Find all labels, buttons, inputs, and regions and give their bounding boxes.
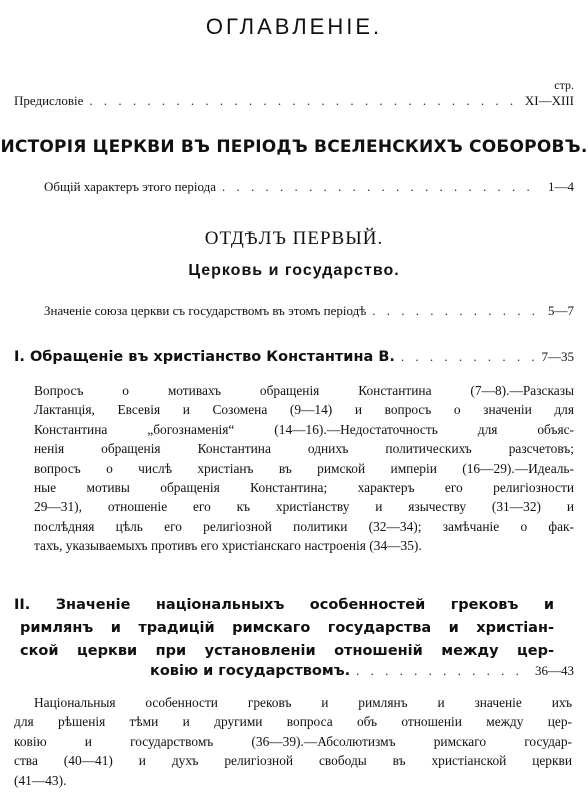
section-heading-line: ковію и государствомъ. — [150, 663, 351, 679]
toc-entry-section-2[interactable] — [14, 594, 554, 663]
toc-entry-label: Значеніе союза церкви съ государствомъ въ этомъ періодѣ — [44, 303, 367, 318]
toc-entry-section-1[interactable] — [14, 349, 574, 365]
toc-entry-section-2-last[interactable] — [150, 663, 574, 679]
section-heading-line: римлянъ и традицій римскаго государства и христіан- — [20, 620, 554, 636]
summary-line: для рѣшенія тѣми и другими вопроса объ отношеніи между цер- — [14, 714, 572, 730]
summary-line: 29—31), отношеніе его къ христіанству и язычеству (31—32) и — [34, 499, 574, 515]
toc-entry-preface[interactable] — [14, 93, 574, 109]
toc-entry-pages: 1—4 — [548, 179, 574, 194]
summary-line: вопросъ о числѣ христіанъ въ римской имперіи (16—29).—Идеаль- — [34, 460, 574, 476]
summary-line: Вопросъ о мотивахъ обращенія Константина (7—8).—Разсказы — [34, 383, 574, 398]
part-title: ИСТОРІЯ ЦЕРКВИ ВЪ ПЕРІОДЪ ВСЕЛЕНСКИХЪ СОБОРОВЪ. — [0, 137, 588, 157]
section-heading-line: II. Значеніе національныхъ особенностей грековъ и — [14, 597, 554, 613]
toc-entry-union[interactable] — [44, 303, 574, 319]
summary-line: ные мотивы обращенія Константина; характеръ его религіозности — [34, 480, 574, 496]
summary-line: Національныя особенности грековъ и римлянъ и значеніе ихъ — [34, 695, 572, 710]
page-title: ОГЛАВЛЕНІЕ. — [205, 14, 383, 39]
section-2-summary — [14, 693, 572, 790]
toc-entry-pages: 7—35 — [541, 349, 574, 364]
dot-leader — [222, 179, 542, 195]
summary-line: тахъ, указываемыхъ противъ его христіанскаго настроенія (34—35). — [34, 538, 422, 554]
dot-leader — [89, 93, 519, 109]
summary-line: послѣдняя цѣль его религіозной политики (32—34); замѣчаніе о фак- — [34, 518, 574, 534]
summary-line: (41—43). — [14, 772, 67, 788]
toc-entry-label: Предисловіе — [14, 93, 84, 108]
toc-entry-pages: 36—43 — [535, 663, 574, 678]
summary-line: ства (40—41) и духъ религіозной свободы въ христіанской церкви — [14, 753, 572, 769]
dot-leader — [372, 303, 542, 319]
toc-entry-general[interactable] — [44, 179, 574, 195]
section-heading-line: ской церкви при установленіи отношеній между цер- — [20, 643, 554, 659]
dot-leader — [401, 349, 536, 365]
summary-line: ненія обращенія Константина однихъ политическихъ разсчетовъ; — [34, 441, 574, 457]
department-subtitle: Церковь и государство. — [188, 262, 400, 279]
summary-line: Константина „богознаменія“ (14—16).—Недостаточность для объяс- — [34, 421, 574, 437]
pages-column-header: стр. — [554, 78, 574, 92]
section-1-summary — [34, 381, 574, 556]
department-heading: ОТДѢЛЪ ПЕРВЫЙ. — [204, 228, 384, 249]
summary-line: ковію и государствомъ (36—39).—Абсолютизмъ римскаго государ- — [14, 733, 572, 749]
toc-entry-pages: XI—XIII — [524, 93, 574, 108]
dot-leader — [356, 663, 529, 679]
summary-line: Лактанція, Евсевія и Созомена (9—14) и вопросъ о значеніи для — [34, 402, 574, 418]
toc-entry-pages: 5—7 — [548, 303, 574, 318]
toc-entry-label: Общій характеръ этого періода — [44, 179, 216, 194]
section-heading: I. Обращеніе въ христіанство Константина В. — [14, 349, 395, 365]
